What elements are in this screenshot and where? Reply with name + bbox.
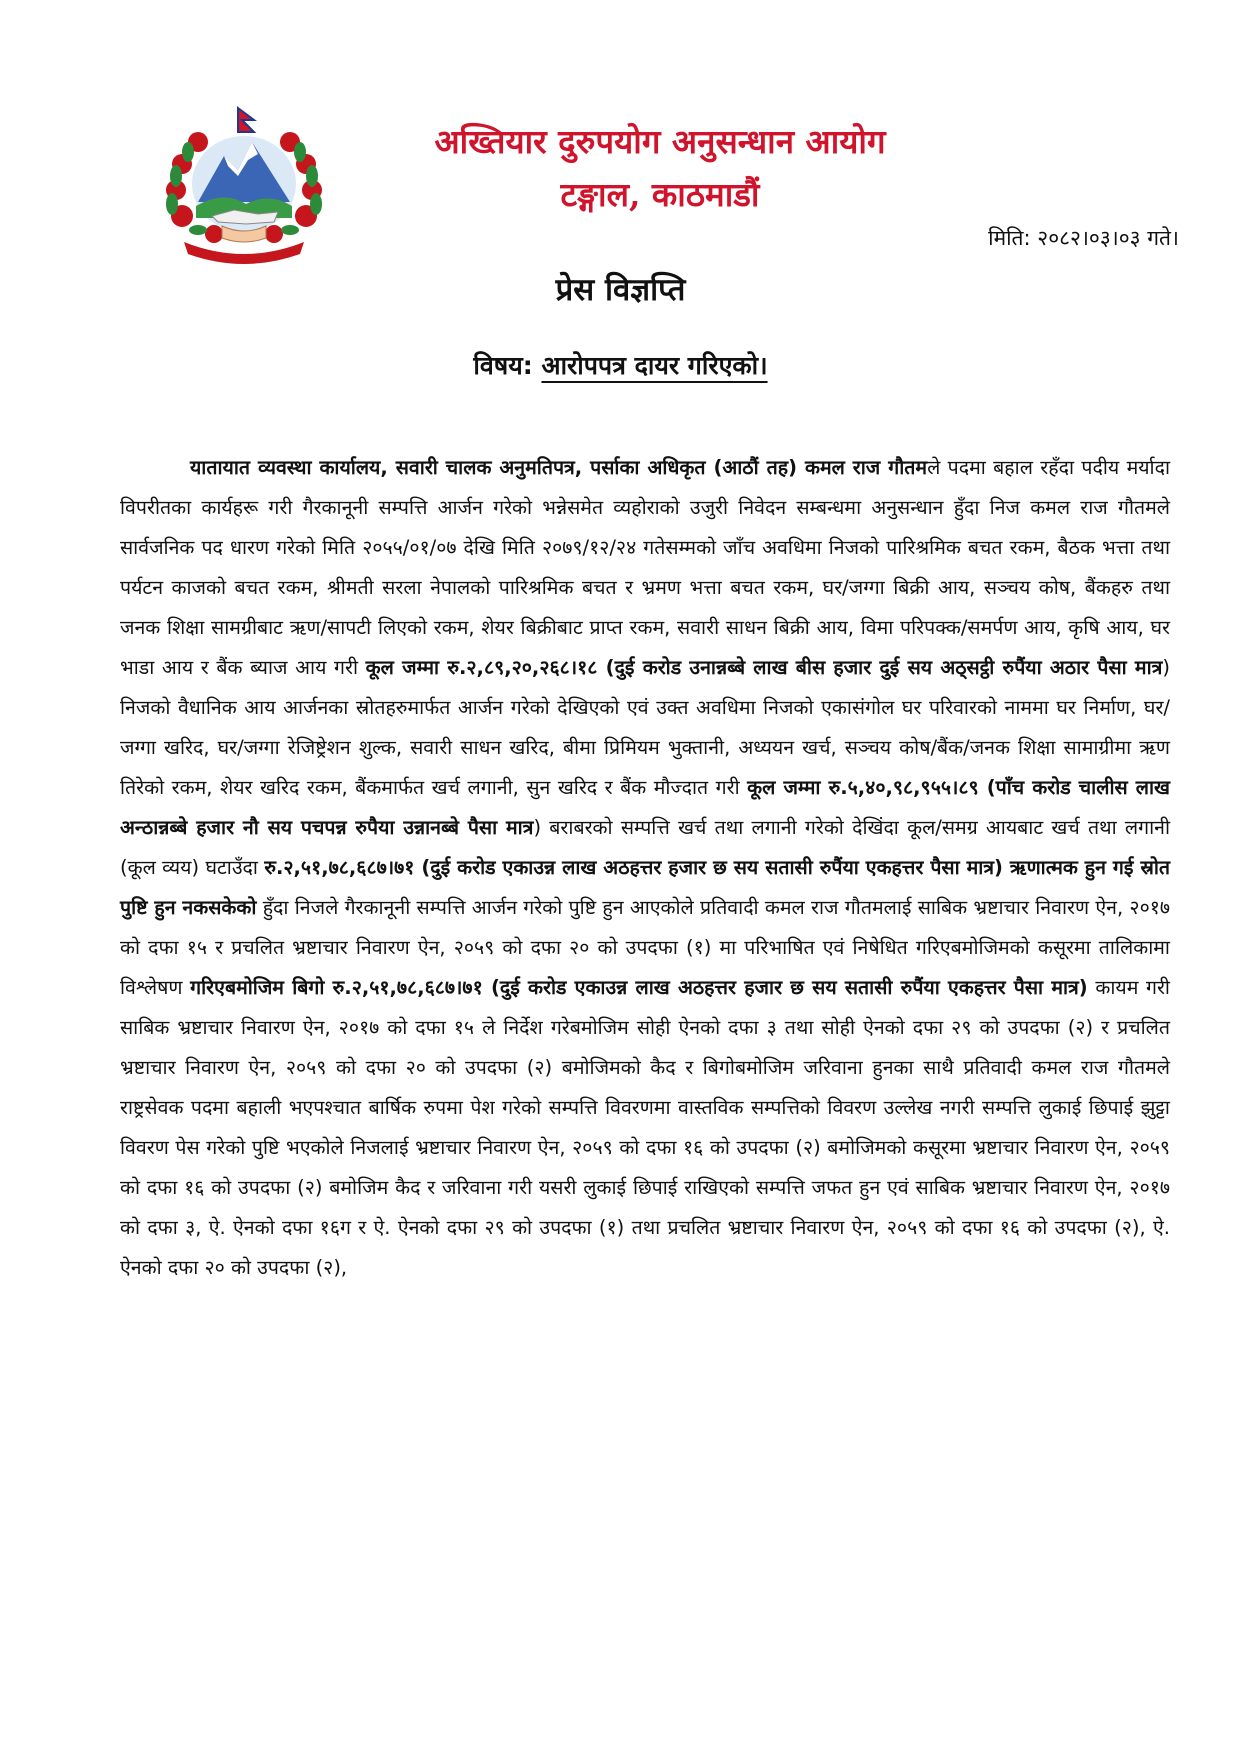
nepal-emblem-icon <box>154 106 334 264</box>
body-text-run: ले पदमा बहाल रहँदा पदीय मर्यादा विपरीतका कार्यहरू गरी गैरकानूनी सम्पत्ति आर्जन गरेको भन्नेसमेत व्यहोराको उजुरी निवेदन सम्बन्धमा अनुसन्धान हुँदा निज कमल राज गौतमले सार्वजनिक पद धारण गरेको मिति २०५५/०१/०७ देखि मिति २०७९/१२/२४ गतेसम्मको जाँच अवधिमा निजको पारिश्रमिक बचत रकम, बैठक भत्ता तथा पर्यटन काजको बचत रकम, श्रीमती सरला नेपालको पारिश्रमिक बचत र भ्रमण भत्ता बचत रकम, घर/जग्गा बिक्री आय, सञ्चय कोष, बैंकहरु तथा जनक शिक्षा सामग्रीबाट ऋण/सापटी लिएको रकम, शेयर बिक्रीबाट प्राप्त रकम, सवारी साधन बिक्री आय, विमा परिपक्क/समर्पण आय, कृषि आय, घर भाडा आय र बैंक ब्याज आय गरी <box>120 456 1170 679</box>
document-date: मिति: २०८२।०३।०३ गते। <box>988 226 1179 250</box>
subject-line <box>0 348 1241 382</box>
page-title: प्रेस विज्ञप्ति <box>555 272 686 308</box>
body-paragraph <box>120 448 1170 1288</box>
body-text-bold-run: गरिएबमोजिम बिगो रु.२,५१,७८,६८७।७१ (दुई करोड एकाउन्न लाख अठहत्तर हजार छ सय सतासी रुपैंया एकहत्तर पैसा मात्र) <box>190 976 1088 999</box>
organization-name: अख्तियार दुरुपयोग अनुसन्धान आयोग <box>434 122 886 161</box>
organization-address: टङ्गाल, काठमाडौं <box>560 175 760 214</box>
body-text-bold-run: कूल जम्मा रु.५,४०,९८,९५५।८९ (पाँच करोड चालीस लाख अन्ठान्नब्बे हजार नौ सय पचपन्न रुपैया उन्नानब्बे पैसा मात्र <box>120 776 1170 839</box>
body-text-run: हुँदा निजले गैरकानूनी सम्पत्ति आर्जन गरेको पुष्टि हुन आएकोले प्रतिवादी कमल राज गौतमलाई साबिक भ्रष्टाचार निवारण ऐन, २०१७ को दफा १५ र प्रचलित भ्रष्टाचार निवारण ऐन, २०५९ को दफा २० को उपदफा (१) मा परिभाषित एवं निषेधित गरिएबमोजिमको कसूरमा तालिकामा विश्लेषण <box>120 896 1170 999</box>
body-text-run: कायम गरी साबिक भ्रष्टाचार निवारण ऐन, २०१७ को दफा १५ ले निर्देश गरेबमोजिम सोही ऐनको दफा ३ तथा सोही ऐनको दफा २९ को उपदफा (२) र प्रचलित भ्रष्टाचार निवारण ऐन, २०५९ को दफा २० को उपदफा (२) बमोजिमको कैद र बिगोबमोजिम जरिवाना हुनका साथै प्रतिवादी कमल राज गौतमले राष्ट्रसेवक पदमा बहाली भएपश्चात बार्षिक रुपमा पेश गरेको सम्पत्ति विवरणमा वास्तविक सम्पत्तिको विवरण उल्लेख नगरी सम्पत्ति लुकाई छिपाई झुट्टा विवरण पेस गरेको पुष्टि भएकोले निजलाई भ्रष्टाचार निवारण ऐन, २०५९ को दफा १६ को उपदफा (२) बमोजिमको कसूरमा भ्रष्टाचार निवारण ऐन, २०५९ को दफा १६ को उपदफा (२) बमोजिम कैद र जरिवाना गरी यसरी लुकाई छिपाई राखिएको सम्पत्ति जफत हुन एवं साबिक भ्रष्टाचार निवारण ऐन, २०१७ को दफा ३, ऐ. ऐनको दफा १६ग र ऐ. ऐनको दफा २९ को उपदफा (१) तथा प्रचलित भ्रष्टाचार निवारण ऐन, २०५९ को दफा १६ को उपदफा (२), ऐ. ऐनको दफा २० को उपदफा (२), <box>120 976 1170 1279</box>
subject-text: आरोपपत्र दायर गरिएको। <box>541 351 768 380</box>
subject-label: विषय: <box>473 351 533 380</box>
body-text-run: ) बराबरको सम्पत्ति खर्च तथा लगानी गरेको देखिंदा कूल/समग्र आयबाट खर्च तथा लगानी (कूल व्यय) घटाउँदा <box>120 816 1170 879</box>
body-text-run: ) निजको वैधानिक आय आर्जनका स्रोतहरुमार्फत आर्जन गरेको देखिएको एवं उक्त अवधिमा निजको एकासंगोल घर परिवारको नाममा घर निर्माण, घर/जग्गा खरिद, घर/जग्गा रेजिष्ट्रेशन शुल्क, सवारी साधन खरिद, बीमा प्रिमियम भुक्तानी, अध्ययन खर्च, सञ्चय कोष/बैंक/जनक शिक्षा सामाग्रीमा ऋण तिरेको रकम, शेयर खरिद रकम, बैंकमार्फत खर्च लगानी, सुन खरिद र बैंक मौज्दात गरी <box>120 656 1171 799</box>
body-text-bold-run: रु.२,५१,७८,६८७।७१ (दुई करोड एकाउन्न लाख अठहत्तर हजार छ सय सतासी रुपैंया एकहत्तर पैसा मात्र) ऋणात्मक हुन गई स्रोत पुष्टि हुन नकसकेको <box>120 856 1170 919</box>
body-text-bold-run: यातायात व्यवस्था कार्यालय, सवारी चालक अनुमतिपत्र, पर्साका अधिकृत (आठौं तह) कमल राज गौतम <box>190 456 928 479</box>
body-text-bold-run: कूल जम्मा रु.२,८९,२०,२६८।१८ (दुई करोड उनान्नब्बे लाख बीस हजार दुई सय अठ्सट्ठी रुपैंया अठार पैसा मात्र <box>365 656 1163 679</box>
